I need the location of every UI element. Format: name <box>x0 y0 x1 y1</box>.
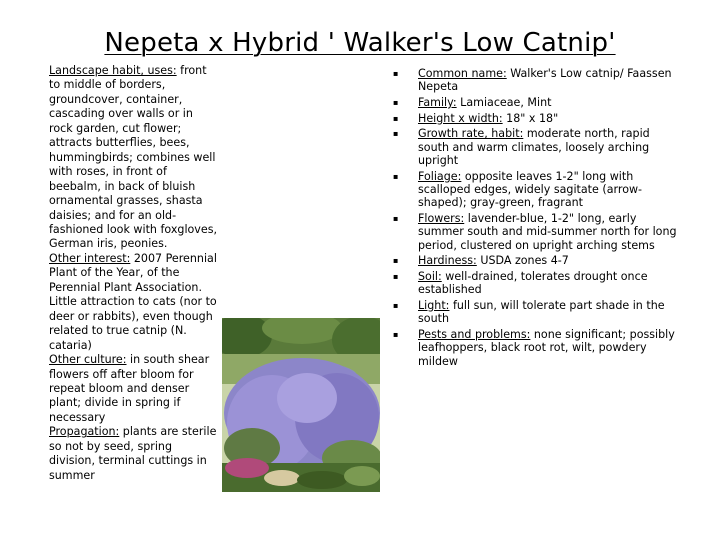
item-label: Foliage: <box>418 169 462 183</box>
item-text: none significant; possibly leafhoppers, black root rot, wilt, powdery mildew <box>418 328 675 368</box>
item-label: Common name: <box>418 67 507 80</box>
list-item <box>390 270 680 297</box>
bullet-icon: ▪ <box>393 301 399 310</box>
list-item <box>390 328 680 368</box>
bullet-icon: ▪ <box>393 113 399 123</box>
list-item <box>390 96 680 109</box>
item-label: Pests and problems: <box>418 328 531 341</box>
list-item <box>390 67 680 94</box>
list-item <box>390 254 680 267</box>
item-label: Flowers: <box>418 212 465 225</box>
left-paragraph <box>49 425 219 483</box>
item-label: Hardiness: <box>418 254 477 268</box>
left-label: Landscape habit, uses: <box>49 64 177 77</box>
item-label: Light: <box>418 299 450 312</box>
catnip-photo <box>222 318 380 492</box>
left-text: in south shear flowers off after bloom for repeat bloom and denser plant; divide in spring if necessary <box>49 353 210 424</box>
left-paragraph <box>49 252 219 353</box>
left-text: front to middle of borders, groundcover, container, cascading over walls or in rock garden, cut flower; attracts butterflies, bees, hummingbirds; combines well with roses, in front of beebalm, in back of bluish ornamental grasses, shasta daisies; and for an old-fashioned look with foxgloves, German iris, peonies. <box>49 64 218 251</box>
list-item <box>390 170 680 210</box>
slide-title-text: Nepeta x Hybrid ' Walker's Low Catnip' <box>104 28 616 58</box>
left-text: 2007 Perennial Plant of the Year, of the Perennial Plant Association. Little attraction to cats (nor to deer or rabbits), even though related to true catnip (N. cataria) <box>49 251 217 352</box>
bullet-icon: ▪ <box>393 330 399 339</box>
item-label: Height x width: <box>418 111 503 125</box>
list-item <box>390 127 680 167</box>
list-item <box>390 112 680 125</box>
left-column <box>49 64 219 483</box>
item-label: Family: <box>418 96 457 109</box>
item-text: lavender-blue, 1-2" long, early summer south and mid-summer north for long period, clustered on upright arching stems <box>418 212 677 252</box>
left-label: Other culture: <box>49 353 127 367</box>
left-paragraph <box>49 353 219 425</box>
bullet-icon: ▪ <box>393 98 399 107</box>
item-text: full sun, will tolerate part shade in the south <box>418 299 665 326</box>
list-item <box>390 212 680 252</box>
item-label: Growth rate, habit: <box>418 127 524 141</box>
slide-title <box>0 28 720 58</box>
item-label: Soil: <box>418 270 442 283</box>
bullet-icon: ▪ <box>393 214 399 223</box>
list-item <box>390 299 680 326</box>
item-text: Walker's Low catnip/ Faassen Nepeta <box>418 67 672 94</box>
bullet-icon: ▪ <box>393 129 399 139</box>
item-text: moderate north, rapid south and warm climates, loosely arching upright <box>418 127 650 167</box>
item-text: USDA zones 4-7 <box>476 254 569 268</box>
catnip-photo-illustration <box>222 318 380 492</box>
item-text: well-drained, tolerates drought once established <box>418 270 648 297</box>
bullet-icon: ▪ <box>393 69 399 78</box>
item-text: Lamiaceae, Mint <box>456 96 552 109</box>
bullet-icon: ▪ <box>393 171 399 181</box>
left-text: plants are sterile so not by seed, spring division, terminal cuttings in summer <box>49 425 217 482</box>
item-text: opposite leaves 1-2" long with scalloped edges, widely sagitate (arrow-shaped); gray-green, fragrant <box>418 169 643 210</box>
left-label: Other interest: <box>49 251 131 265</box>
bullet-icon: ▪ <box>393 256 399 266</box>
left-label: Propagation: <box>49 425 120 439</box>
left-paragraph <box>49 64 219 252</box>
right-column-list <box>390 67 680 370</box>
item-text: 18" x 18" <box>502 111 559 125</box>
bullet-icon: ▪ <box>393 272 399 281</box>
